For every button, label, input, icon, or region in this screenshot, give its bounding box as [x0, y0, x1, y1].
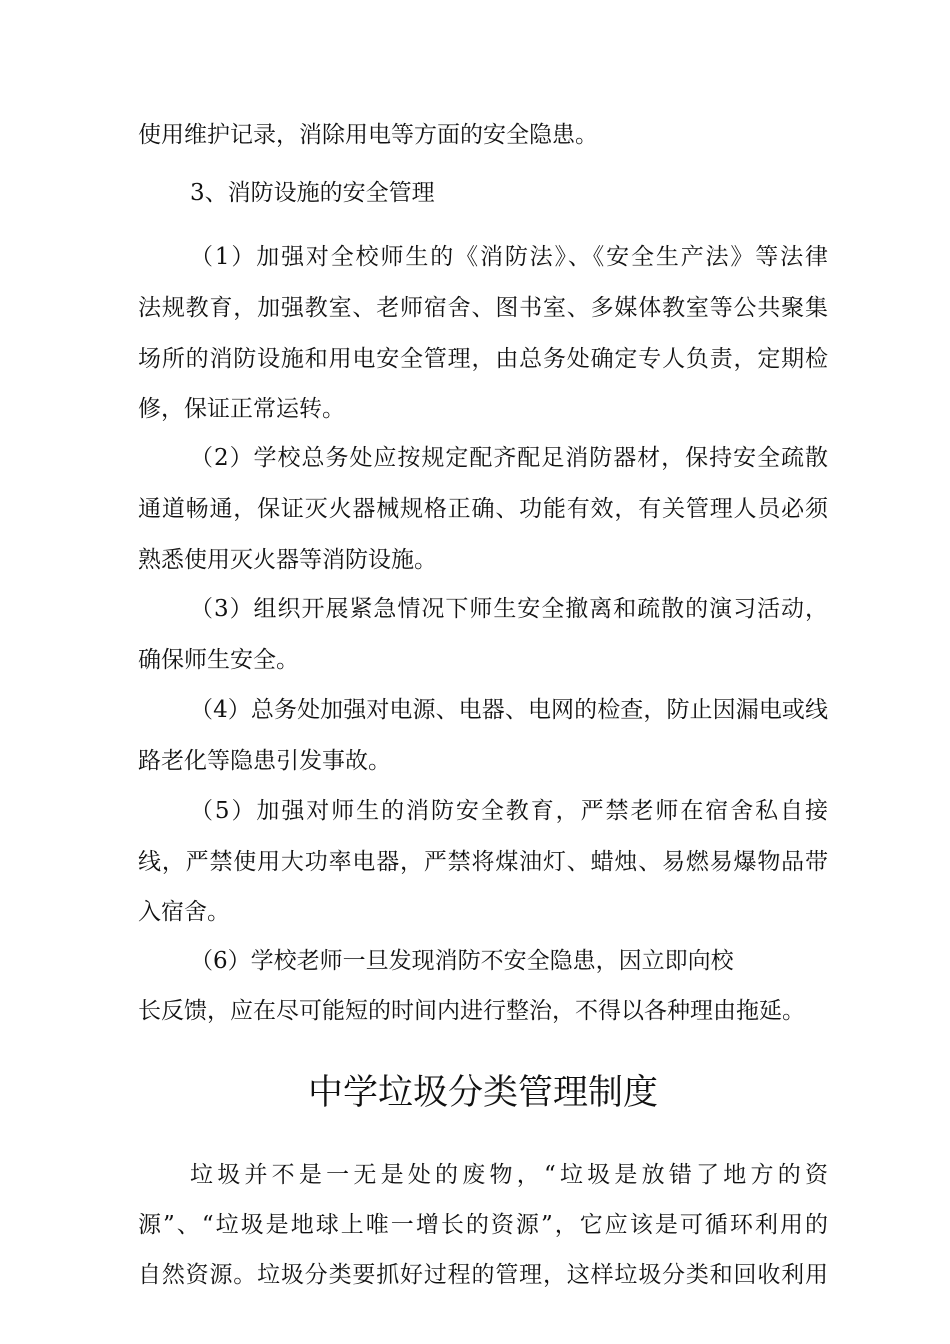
- subheading: 3、消防设施的安全管理: [190, 180, 435, 206]
- text-line: 通道畅通，保证灭火器械规格正确、功能有效，有关管理人员必须: [138, 496, 828, 522]
- text-line: 修，保证正常运转。: [138, 396, 345, 422]
- text-line: 源”、“垃圾是地球上唯一增长的资源”，它应该是可循环利用的: [138, 1212, 828, 1238]
- section-title: 中学垃圾分类管理制度: [307, 1073, 658, 1113]
- text-line: 垃圾并不是一无是处的废物，“垃圾是放错了地方的资: [190, 1162, 828, 1188]
- text-line: （1）加强对全校师生的《消防法》、《安全生产法》等法律: [190, 244, 828, 270]
- text-line: 长反馈，应在尽可能短的时间内进行整治，不得以各种理由拖延。: [138, 998, 805, 1024]
- text-line: 使用维护记录，消除用电等方面的安全隐患。: [138, 122, 598, 148]
- text-line: 确保师生安全。: [138, 647, 299, 673]
- text-line: 入宿舍。: [138, 899, 230, 925]
- text-line: 熟悉使用灭火器等消防设施。: [138, 547, 437, 573]
- text-line: （5）加强对师生的消防安全教育，严禁老师在宿舍私自接: [190, 798, 828, 824]
- text-line: （3）组织开展紧急情况下师生安全撤离和疏散的演习活动，: [190, 596, 828, 622]
- text-line: 场所的消防设施和用电安全管理，由总务处确定专人负责，定期检: [138, 346, 828, 372]
- text-line: 自然资源。垃圾分类要抓好过程的管理，这样垃圾分类和回收利用: [138, 1262, 828, 1288]
- text-line: 路老化等隐患引发事故。: [138, 748, 391, 774]
- text-line: （4）总务处加强对电源、电器、电网的检查，防止因漏电或线: [190, 697, 828, 723]
- text-line: （6）学校老师一旦发现消防不安全隐患，因立即向校: [190, 948, 734, 974]
- text-line: 法规教育，加强教室、老师宿舍、图书室、多媒体教室等公共聚集: [138, 295, 828, 321]
- text-line: （2）学校总务处应按规定配齐配足消防器材，保持安全疏散: [190, 445, 828, 471]
- text-line: 线，严禁使用大功率电器，严禁将煤油灯、蜡烛、易燃易爆物品带: [138, 849, 828, 875]
